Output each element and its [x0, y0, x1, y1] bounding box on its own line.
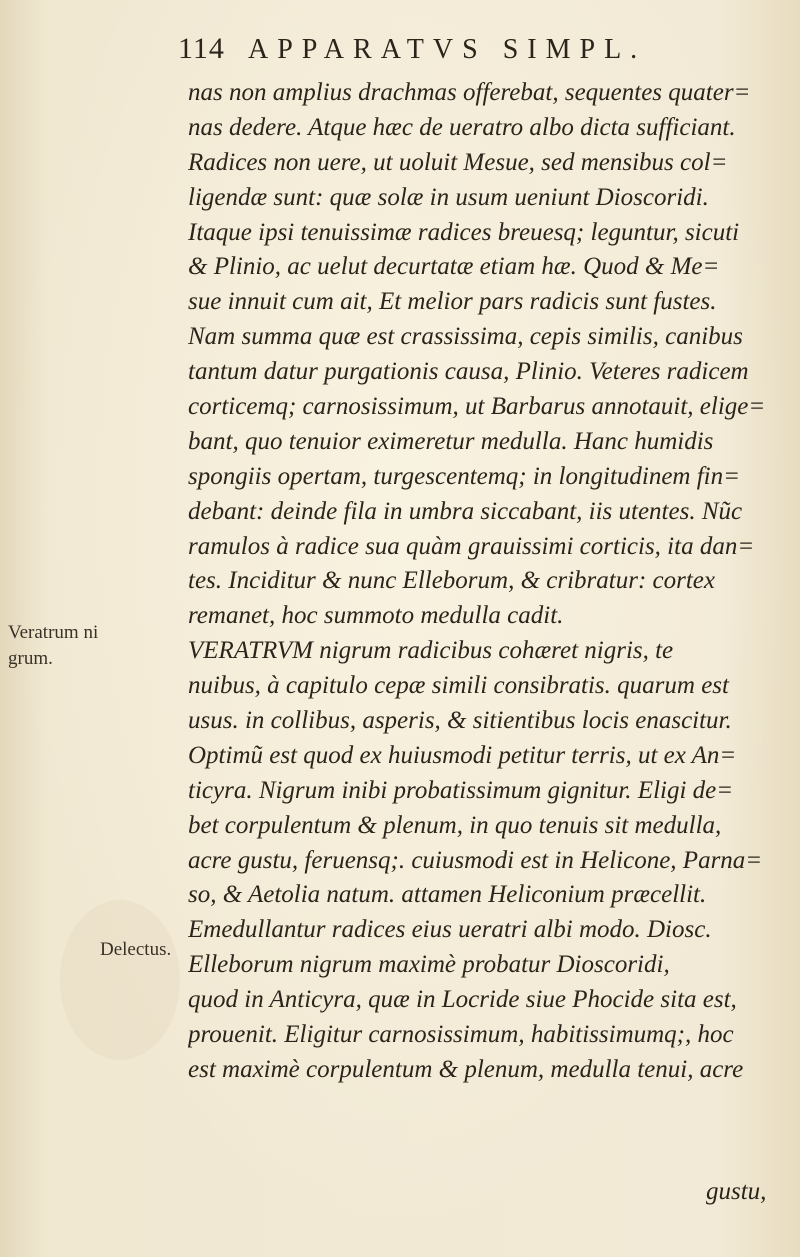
text-line: quod in Anticyra, quæ in Locride siue Phocide sita est,	[188, 986, 737, 1014]
text-line: & Plinio, ac uelut decurtatæ etiam hæ. Quod & Me=	[188, 253, 720, 281]
text-line: ramulos à radice sua quàm grauissimi corticis, ita dan=	[188, 532, 755, 560]
margin-note-veratrum: Veratrum ni grum.	[8, 622, 99, 669]
text-line: Itaque ipsi tenuissimæ radices breuesq; leguntur, sicuti	[188, 218, 740, 246]
text-line: corticemq; carnosissimum, ut Barbarus annotauit, elige=	[188, 393, 766, 421]
text-line: ticyra. Nigrum inibi probatissimum gignitur. Eligi de=	[188, 776, 734, 804]
catchword: gustu,	[706, 1178, 767, 1205]
text-line: prouenit. Eligitur carnosissimum, habitissimumq;, hoc	[188, 1021, 734, 1049]
text-line: sue innuit cum ait, Et melior pars radicis sunt fustes.	[188, 288, 717, 316]
text-line: bant, quo tenuior eximeretur medulla. Hanc humidis	[188, 427, 714, 455]
text-line: Optimũ est quod ex huiusmodi petitur terris, ut ex An=	[188, 741, 737, 769]
text-line: debant: deinde fila in umbra siccabant, iis utentes. Nũc	[188, 497, 743, 525]
text-line: tes. Inciditur & nunc Elleborum, & cribratur: cortex	[188, 567, 716, 595]
running-title: APPARATVS SIMPL.	[248, 34, 647, 65]
text-line: Emedullantur radices eius ueratri albi modo. Diosc.	[188, 916, 712, 944]
main-text-block	[188, 76, 788, 1088]
text-line: nuibus, à capitulo cepæ simili consibratis. quarum est	[188, 672, 729, 700]
text-line: Elleborum nigrum maximè probatur Dioscoridi,	[188, 951, 670, 979]
text-line: so, & Aetolia natum. attamen Heliconium præcellit.	[188, 881, 707, 909]
page-header	[178, 32, 698, 72]
text-line: usus. in collibus, asperis, & sitientibus locis enascitur.	[188, 707, 732, 735]
text-line: acre gustu, feruensq;. cuiusmodi est in Helicone, Parna=	[188, 846, 763, 874]
text-line: spongiis opertam, turgescentemq; in longitudinem fin=	[188, 462, 741, 490]
text-line: VERATRVM nigrum radicibus cohæret nigris, te	[188, 637, 674, 665]
text-line: Nam summa quæ est crassissima, cepis similis, canibus	[188, 323, 743, 351]
margin-note-delectus: Delectus.	[100, 939, 172, 960]
folio-number: 114	[178, 32, 225, 65]
text-line: nas non amplius drachmas offerebat, sequentes quater=	[188, 79, 751, 106]
text-line: nas dedere. Atque hæc de ueratro albo dicta sufficiant.	[188, 113, 736, 141]
text-line: remanet, hoc summoto medulla cadit.	[188, 602, 564, 630]
text-line: bet corpulentum & plenum, in quo tenuis sit medulla,	[188, 811, 722, 839]
text-line: est maximè corpulentum & plenum, medulla tenui, acre	[188, 1055, 744, 1083]
text-line: Radices non uere, ut uoluit Mesue, sed mensibus col=	[188, 148, 728, 176]
text-line: tantum datur purgationis causa, Plinio. Veteres radicem	[188, 358, 749, 386]
text-line: ligendæ sunt: quæ solæ in usum ueniunt Dioscoridi.	[188, 183, 709, 211]
paper-stain	[60, 900, 180, 1060]
